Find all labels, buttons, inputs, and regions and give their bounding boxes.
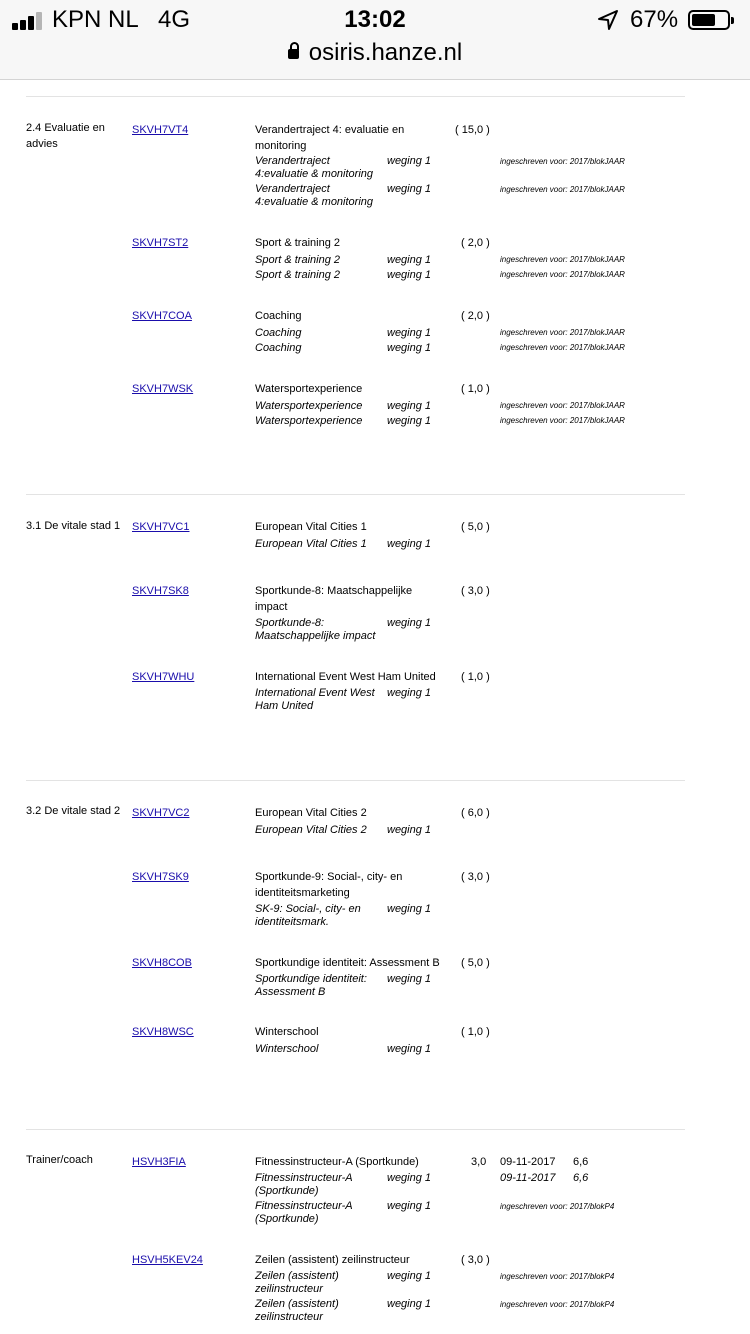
part-enrollment: ingeschreven voor: 2017/blokP4	[500, 1300, 615, 1309]
part-weight: weging 1	[387, 1200, 432, 1212]
course-title: Fitnessinstructeur-A (Sportkunde)	[255, 1156, 419, 1168]
part-name: Coaching	[255, 342, 302, 354]
part-name: Zeilen (assistent) zeilinstructeur	[255, 1298, 339, 1323]
part-name: Sportkunde-8: Maatschappelijke impact	[255, 617, 376, 642]
part-enrollment: ingeschreven voor: 2017/blokJAAR	[500, 185, 625, 194]
part-enrollment: ingeschreven voor: 2017/blokJAAR	[500, 157, 625, 166]
part-weight: weging 1	[387, 1172, 432, 1184]
network-label: 4G	[158, 6, 191, 33]
course-credits: ( 5,0 )	[461, 521, 490, 533]
course-title: European Vital Cities 2	[255, 807, 367, 819]
part-enrollment: ingeschreven voor: 2017/blokJAAR	[500, 343, 625, 352]
part-name: Verandertraject 4:evaluatie & monitoring	[255, 155, 374, 180]
part-enrollment: ingeschreven voor: 2017/blokJAAR	[500, 401, 625, 410]
part-name: International Event West Ham United	[255, 687, 375, 712]
course-title: Sportkunde-8: Maatschappelijke impact	[255, 585, 413, 613]
course-title: Winterschool	[255, 1026, 319, 1038]
course-exam-date: 09-11-2017	[500, 1156, 556, 1168]
course-title: Watersportexperience	[255, 383, 363, 395]
part-weight: weging 1	[387, 342, 432, 354]
battery-percent: 67%	[630, 6, 679, 33]
part-weight: weging 1	[387, 183, 432, 195]
course-credits: ( 2,0 )	[461, 310, 490, 322]
part-enrollment: ingeschreven voor: 2017/blokJAAR	[500, 255, 625, 264]
course-credits: ( 5,0 )	[461, 957, 490, 969]
course-code-link[interactable]: SKVH7VT4	[132, 124, 189, 136]
course-title: European Vital Cities 1	[255, 521, 367, 533]
part-name: Fitnessinstructeur-A (Sportkunde)	[255, 1172, 353, 1197]
course-title: International Event West Ham United	[255, 671, 436, 683]
course-code-link[interactable]: SKVH7SK9	[132, 871, 189, 883]
part-enrollment: ingeschreven voor: 2017/blokP4	[500, 1272, 615, 1281]
part-name: European Vital Cities 1	[255, 538, 367, 550]
section-divider	[26, 1129, 685, 1130]
course-title: Verandertraject 4: evaluatie en monitoring	[255, 124, 405, 152]
part-weight: weging 1	[387, 824, 432, 836]
part-enrollment: ingeschreven voor: 2017/blokJAAR	[500, 328, 625, 337]
part-name: Sportkundige identiteit: Assessment B	[255, 973, 367, 998]
course-title: Zeilen (assistent) zeilinstructeur	[255, 1254, 410, 1266]
part-name: Watersportexperience	[255, 400, 363, 412]
battery-icon	[688, 10, 730, 30]
clock: 13:02	[344, 6, 406, 33]
course-credits: ( 3,0 )	[461, 871, 490, 883]
part-name: Coaching	[255, 327, 302, 339]
lock-icon	[288, 49, 299, 59]
course-code-link[interactable]: SKVH7VC2	[132, 807, 190, 819]
part-name: Zeilen (assistent) zeilinstructeur	[255, 1270, 339, 1295]
part-name: Sport & training 2	[255, 254, 340, 266]
course-title: Sportkunde-9: Social-, city- en identiteitsmarketing	[255, 871, 403, 899]
part-weight: weging 1	[387, 973, 432, 985]
part-weight: weging 1	[387, 617, 432, 629]
part-name: Watersportexperience	[255, 415, 363, 427]
part-name: Winterschool	[255, 1043, 319, 1055]
course-code-link[interactable]: HSVH3FIA	[132, 1156, 186, 1168]
course-credits: ( 1,0 )	[461, 1026, 490, 1038]
part-weight: weging 1	[387, 415, 432, 427]
part-name: Sport & training 2	[255, 269, 340, 281]
part-weight: weging 1	[387, 327, 432, 339]
part-weight: weging 1	[387, 538, 432, 550]
part-name: Verandertraject 4:evaluatie & monitoring	[255, 183, 374, 208]
course-credits: ( 3,0 )	[461, 1254, 490, 1266]
course-credits: ( 15,0 )	[455, 124, 490, 136]
part-weight: weging 1	[387, 155, 432, 167]
part-weight: weging 1	[387, 269, 432, 281]
carrier-label: KPN NL	[52, 6, 139, 33]
course-title: Coaching	[255, 310, 302, 322]
url-text[interactable]: osiris.hanze.nl	[308, 39, 463, 66]
course-title: Sportkundige identiteit: Assessment B	[255, 957, 440, 969]
course-credits: ( 1,0 )	[461, 383, 490, 395]
part-enrollment: ingeschreven voor: 2017/blokP4	[500, 1202, 615, 1211]
browser-status-bar	[0, 0, 750, 80]
section-divider	[26, 96, 685, 97]
course-code-link[interactable]: SKVH7SK8	[132, 585, 189, 597]
address-bar[interactable]	[0, 39, 750, 67]
part-exam-date: 09-11-2017	[500, 1172, 556, 1184]
part-weight: weging 1	[387, 400, 432, 412]
section-title: 2.4 Evaluatie en advies	[26, 122, 105, 150]
part-weight: weging 1	[387, 687, 432, 699]
course-code-link[interactable]: SKVH7WHU	[132, 671, 195, 683]
part-weight: weging 1	[387, 254, 432, 266]
course-grade: 6,6	[573, 1156, 589, 1168]
location-arrow-icon	[597, 9, 619, 31]
course-code-link[interactable]: SKVH7VC1	[132, 521, 190, 533]
section-title: 3.2 De vitale stad 2	[26, 805, 121, 817]
part-weight: weging 1	[387, 1043, 432, 1055]
course-code-link[interactable]: SKVH8WSC	[132, 1026, 194, 1038]
course-credits: 3,0	[471, 1156, 487, 1168]
section-title: 3.1 De vitale stad 1	[26, 520, 121, 532]
section-divider	[26, 780, 685, 781]
course-code-link[interactable]: SKVH7WSK	[132, 383, 194, 395]
course-title: Sport & training 2	[255, 237, 340, 249]
part-grade: 6,6	[573, 1172, 589, 1184]
course-code-link[interactable]: SKVH7ST2	[132, 237, 189, 249]
part-weight: weging 1	[387, 1298, 432, 1310]
course-code-link[interactable]: SKVH8COB	[132, 957, 192, 969]
part-enrollment: ingeschreven voor: 2017/blokJAAR	[500, 416, 625, 425]
course-code-link[interactable]: HSVH5KEV24	[132, 1254, 203, 1266]
part-name: Fitnessinstructeur-A (Sportkunde)	[255, 1200, 353, 1225]
course-credits: ( 6,0 )	[461, 807, 490, 819]
part-weight: weging 1	[387, 1270, 432, 1282]
course-credits: ( 2,0 )	[461, 237, 490, 249]
course-code-link[interactable]: SKVH7COA	[132, 310, 192, 322]
section-divider	[26, 494, 685, 495]
part-name: SK-9: Social-, city- en identiteitsmark.	[255, 903, 361, 928]
course-credits: ( 3,0 )	[461, 585, 490, 597]
part-weight: weging 1	[387, 903, 432, 915]
part-enrollment: ingeschreven voor: 2017/blokJAAR	[500, 270, 625, 279]
part-name: European Vital Cities 2	[255, 824, 367, 836]
section-title: Trainer/coach	[26, 1154, 93, 1166]
course-credits: ( 1,0 )	[461, 671, 490, 683]
